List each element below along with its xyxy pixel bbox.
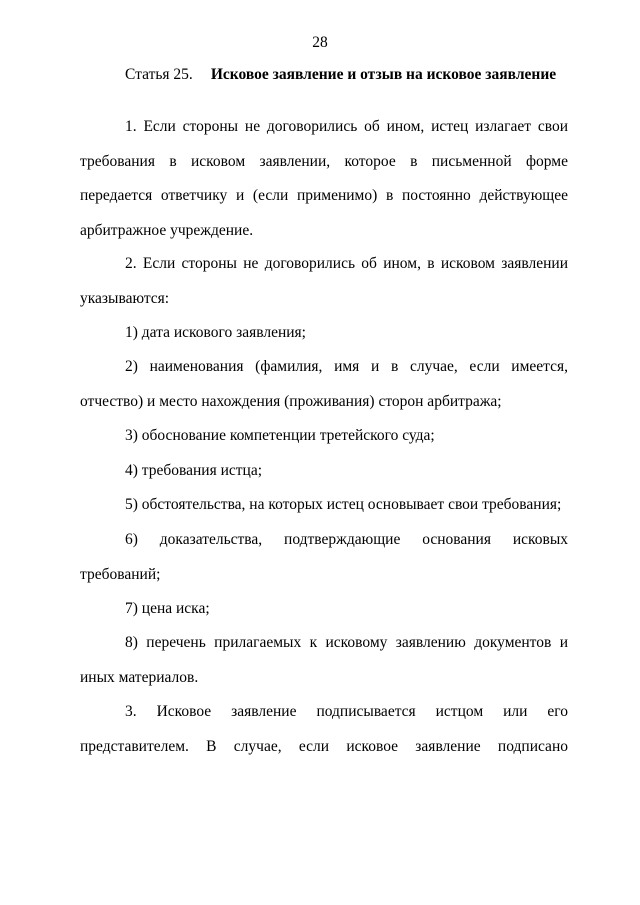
page-number: 28 [312,34,328,51]
list-item-text: 6) доказательства, подтверждающие основания исковых требований; [80,531,568,583]
list-item-text: 7) цена иска; [125,600,210,617]
paragraph-text: 1. Если стороны не договорились об ином, истец излагает свои требования в исковом заявлении, которое в письменной форме передается ответчику и (если применимо) в постоянно действующее арбитражное учреждение. [80,118,568,239]
list-item-3 [80,419,568,454]
paragraph-3 [80,695,568,764]
paragraph-2 [80,247,568,316]
list-item-7 [80,592,568,627]
list-item-text: 1) дата искового заявления; [125,324,306,341]
list-item-2 [80,350,568,419]
list-item-text: 4) требования истца; [125,462,263,479]
list-item-text: 2) наименования (фамилия, имя и в случае, если имеется, отчество) и место нахождения (проживания) сторон арбитража; [80,358,568,410]
list-item-5 [80,488,568,523]
paragraph-text: 2. Если стороны не договорились об ином, в исковом заявлении указываются: [80,255,568,307]
list-item-text: 3) обоснование компетенции третейского суда; [125,427,435,444]
list-item-1 [80,316,568,351]
list-item-text: 5) обстоятельства, на которых истец основывает свои требования; [125,496,562,513]
list-item-text: 8) перечень прилагаемых к исковому заявлению документов и иных материалов. [80,634,568,686]
paragraph-1 [80,110,568,248]
list-item-8 [80,626,568,695]
article-label: Статья 25. [125,66,193,83]
list-item-4 [80,454,568,489]
article-title: Исковое заявление и отзыв на исковое заявление [210,66,557,83]
article-heading [125,65,585,85]
paragraph-text: 3. Исковое заявление подписывается истцом или его представителем. В случае, если исковое заявление подписано [80,703,568,755]
list-item-6 [80,523,568,592]
